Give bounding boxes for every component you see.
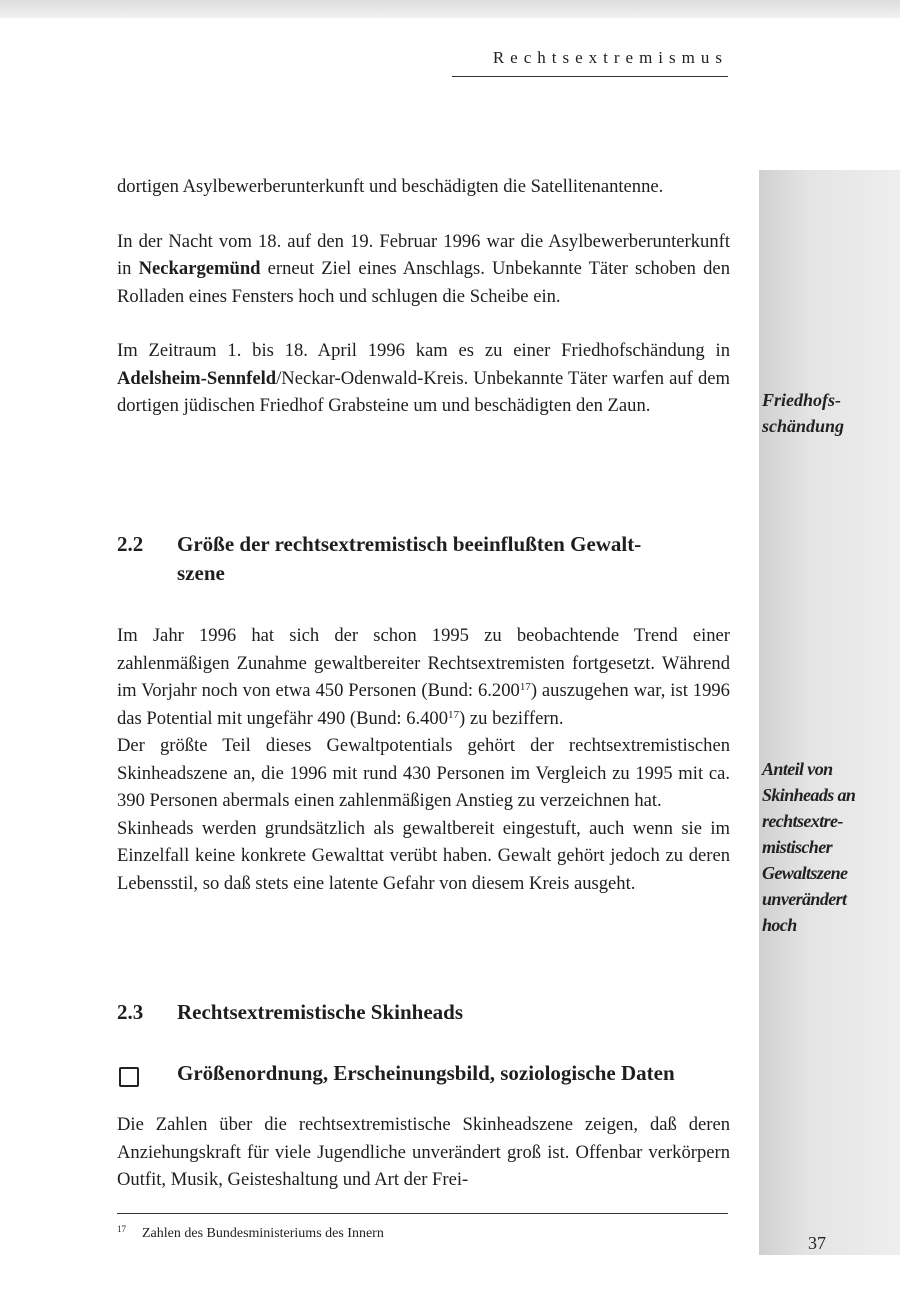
margin-column [759, 170, 900, 1255]
margin-note-line: mistischer [762, 837, 833, 857]
paragraph-4-text: Im Jahr 1996 hat sich der schon 1995 zu beobachtende Trend einer zahlenmäßigen Zunahme gewaltbereiter Rechtsextremisten fortgesetzt. Während im Vorjahr noch von etwa 450 Personen (Bund: 6.200 [117, 625, 730, 701]
margin-note-line: Friedhofs- [762, 390, 842, 410]
margin-note-line: hoch [762, 915, 797, 935]
margin-note-line: Anteil von [762, 759, 833, 779]
section-number: 2.2 [117, 532, 144, 556]
page-number: 37 [808, 1233, 826, 1253]
paragraph-2-text: In der Nacht vom 18. auf den 19. Februar 1996 war die Asylbewerberunterkunft in [117, 230, 730, 279]
footnote-rule [117, 1213, 728, 1214]
footnote-ref: 17 [448, 708, 460, 721]
paragraph-3-text-cont: /Neckar-Odenwald-Kreis. Unbekannte Täter warfen auf dem dortigen jüdischen Friedhof Grabsteine um und beschädigten den Zaun. [117, 367, 730, 416]
margin-note-friedhofsschaendung [762, 387, 882, 439]
subsection-title: Größenordnung, Erscheinungsbild, soziologische Daten [177, 1061, 675, 1085]
text-block-1 [117, 173, 730, 420]
paragraph-7: Die Zahlen über die rechtsextremistische Skinheadszene zeigen, daß deren Anziehungskraft für viele Jugendliche unverändert groß ist. Offenbar verkörpern Outfit, Musik, Geisteshaltung und Art der Frei- [117, 1114, 730, 1190]
section-number: 2.3 [117, 1000, 144, 1024]
paragraph-4 [117, 622, 730, 732]
footnote [117, 1226, 384, 1242]
text-block-3 [117, 1111, 730, 1194]
section-heading-2-2 [117, 530, 730, 590]
paragraph-3 [117, 337, 730, 420]
section-title: Rechtsextremistische Skinheads [177, 1000, 464, 1024]
paragraph-3-text: Im Zeitraum 1. bis 18. April 1996 kam es zu einer Friedhofschändung in [117, 340, 730, 361]
margin-note-line: Skinheads an [762, 785, 856, 805]
paragraph-4-text-end: ) zu beziffern. [459, 707, 564, 729]
margin-note-line: unverändert [762, 889, 847, 909]
footnote-text: Zahlen des Bundesministeriums des Innern [142, 1226, 384, 1241]
text-block-2 [117, 622, 730, 897]
section-heading-2-3 [117, 998, 730, 1028]
margin-note-skinheads [762, 756, 882, 938]
margin-note-line: Gewaltszene [762, 863, 848, 883]
header-rule [452, 76, 728, 77]
place-adelsheim-sennfeld: Adelsheim-Sennfeld [117, 367, 277, 389]
paragraph-1: dortigen Asylbewerberunterkunft und beschädigten die Satellitenantenne. [117, 176, 664, 197]
paragraph-5: Der größte Teil dieses Gewaltpotentials gehört der rechtsextremistischen Skinheadszene an, die 1996 mit rund 430 Personen im Vergleich zu 1995 mit ca. 390 Personen abermals einen zahlenmäßigen Anstieg zu verzeichnen hat. [117, 735, 730, 811]
paragraph-4-text-cont: ) auszugehen war, ist 1996 das Potential mit ungefähr 490 (Bund: 6.400 [117, 680, 730, 729]
footnote-number: 17 [117, 1224, 126, 1234]
top-scan-edge [0, 0, 900, 18]
place-neckargemuend: Neckargemünd [138, 258, 261, 279]
margin-note-line: rechtsextre- [762, 811, 843, 831]
section-title-line-2: szene [177, 561, 225, 585]
running-head: Rechtsextremismus [492, 48, 728, 67]
footnote-ref: 17 [519, 681, 531, 693]
paragraph-6: Skinheads werden grundsätzlich als gewaltbereit eingestuft, auch wenn sie im Einzelfall keine konkrete Gewalttat verübt haben. Gewalt gehört jedoch zu deren Lebensstil, so daß stets eine latente Gefahr von diesem Kreis ausgeht. [117, 817, 730, 894]
margin-note-line: schändung [762, 416, 845, 436]
section-title-line-1: Größe der rechtsextremistisch beeinflußten Gewalt- [177, 532, 642, 556]
subsection-heading [117, 1059, 730, 1089]
paragraph-2-text-cont: erneut Ziel eines Anschlags. Unbekannte Täter schoben den Rolladen eines Fensters hoch und schlugen die Scheibe ein. [117, 258, 730, 307]
paragraph-2 [117, 228, 730, 311]
